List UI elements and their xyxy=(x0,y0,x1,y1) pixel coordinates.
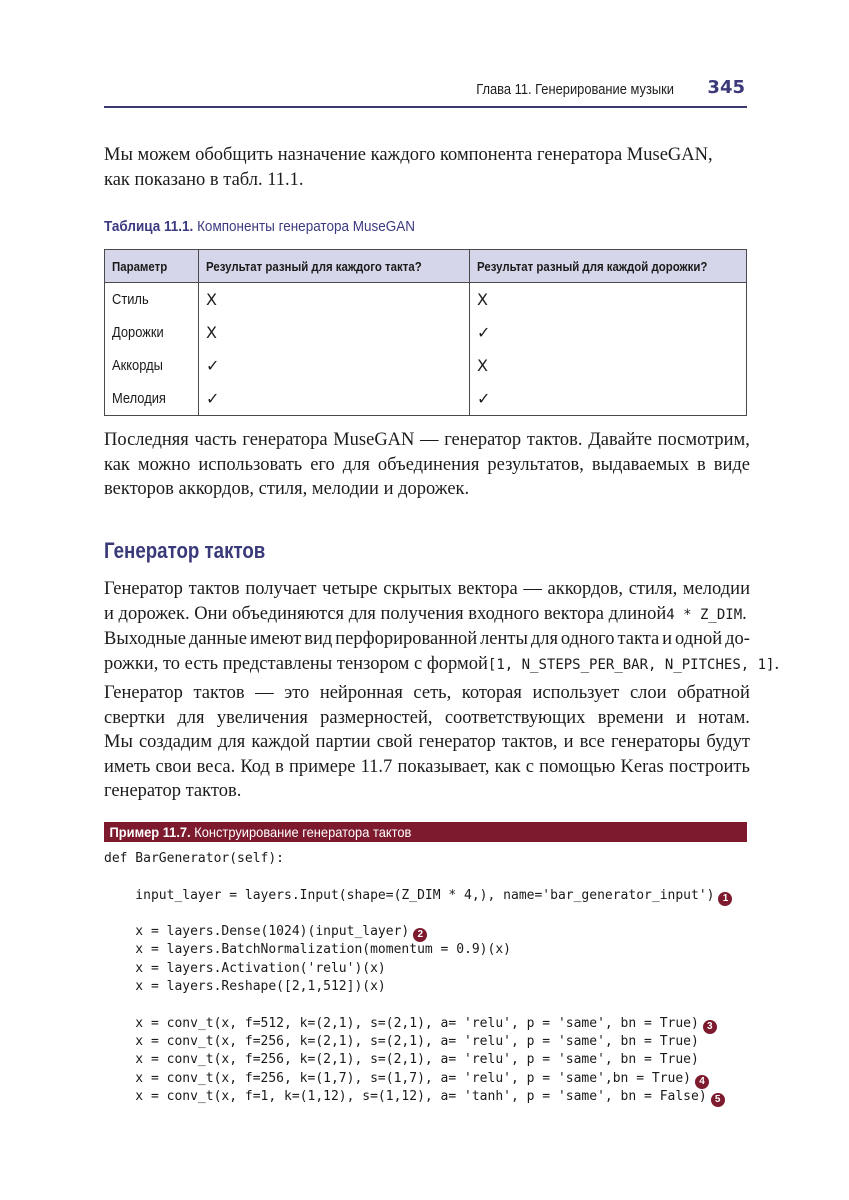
code-line: x = layers.Activation('relu')(x) xyxy=(104,960,386,976)
code-block xyxy=(104,850,732,1106)
word: свои xyxy=(155,756,192,777)
word: четыре xyxy=(322,579,378,599)
word: данные xyxy=(188,629,247,649)
word: партии xyxy=(315,732,371,752)
word: Генератор xyxy=(104,683,183,703)
word: в xyxy=(275,756,284,777)
word: использует xyxy=(532,683,620,703)
table-row xyxy=(105,283,747,317)
word: Мы xyxy=(104,732,133,752)
callout-marker: 3 xyxy=(703,1020,717,1034)
word: 11.7 xyxy=(360,756,393,777)
text-line xyxy=(104,627,750,652)
word: для xyxy=(530,629,558,649)
column-header: Параметр xyxy=(105,250,199,283)
word: генератор xyxy=(444,430,522,450)
word: помощью xyxy=(539,756,616,777)
word: Последняя xyxy=(104,430,189,450)
track-mark-cell: ✓ xyxy=(470,316,747,349)
word: времени xyxy=(597,707,664,728)
bar-mark-cell: X xyxy=(199,283,470,317)
table-caption-label: Таблица 11.1. xyxy=(104,218,194,235)
word: Выходные xyxy=(104,629,186,649)
text-line xyxy=(104,577,750,602)
word: и xyxy=(662,629,673,649)
word: до- xyxy=(725,629,750,649)
paragraph-after-table xyxy=(104,428,750,502)
code-line: x = conv_t(x, f=1, k=(1,12), s=(1,12), a= 'tanh', p = 'same', bn = False) 5 xyxy=(104,1088,732,1106)
word: имеют xyxy=(249,629,302,649)
word: иметь xyxy=(104,756,151,777)
word: для xyxy=(177,707,205,728)
word: и xyxy=(675,707,686,728)
word: все xyxy=(579,732,605,752)
word: использовать xyxy=(198,454,303,475)
word: тактов. xyxy=(526,430,583,450)
example-title-bar xyxy=(104,822,747,842)
word: — xyxy=(420,430,439,450)
code-line: x = conv_t(x, f=512, k=(2,1), s=(2,1), a= 'relu', p = 'same', bn = True) 3 xyxy=(104,1015,732,1033)
table-row xyxy=(105,316,747,349)
word: обратной xyxy=(677,683,750,703)
word: получает xyxy=(245,579,317,599)
table-row xyxy=(105,349,747,382)
code-line: input_layer = layers.Input(shape=(Z_DIM * 4,), name='bar_generator_input') 1 xyxy=(104,887,732,905)
word: для xyxy=(218,732,246,752)
code-line: x = conv_t(x, f=256, k=(1,7), s=(1,7), a= 'relu', p = 'same',bn = True) 4 xyxy=(104,1070,732,1088)
bar-mark-cell: X xyxy=(199,316,470,349)
chapter-title: Глава 11. Генерирование музыки xyxy=(476,81,674,98)
section-heading: Генератор тактов xyxy=(104,538,266,563)
word: нотам. xyxy=(698,707,750,728)
text-line: и дорожек. Они объединяются для получения входного вектора длиной4 * Z_DIM. xyxy=(104,603,747,624)
word: его xyxy=(310,454,335,475)
text-line xyxy=(104,730,750,755)
callout-marker: 4 xyxy=(695,1075,709,1089)
param-cell: Мелодия xyxy=(105,382,199,416)
inline-code: 4 * Z_DIM xyxy=(666,606,743,623)
word: виде xyxy=(713,454,750,475)
text-line xyxy=(104,681,750,706)
code-line: x = layers.BatchNormalization(momentum = 0.9)(x) xyxy=(104,942,511,958)
callout-marker: 5 xyxy=(711,1093,725,1107)
table-caption xyxy=(104,218,415,235)
word: скрытых xyxy=(383,579,452,599)
code-line: x = conv_t(x, f=256, k=(2,1), s=(2,1), a= 'relu', p = 'same', bn = True) xyxy=(104,1052,699,1068)
paragraph-bar-generator-1 xyxy=(104,577,780,677)
word: MuseGAN xyxy=(333,430,415,450)
word: выдаваемых xyxy=(591,454,689,475)
word: генератора xyxy=(242,430,328,450)
page-header xyxy=(104,74,747,108)
track-mark-cell: X xyxy=(470,349,747,382)
track-mark-cell: X xyxy=(470,283,747,317)
word: тактов xyxy=(193,683,245,703)
word: аккордов, xyxy=(547,579,624,599)
code-line: def BarGenerator(self): xyxy=(104,851,285,866)
param-cell: Дорожки xyxy=(105,316,199,349)
text-line xyxy=(104,428,750,453)
word: ленты xyxy=(480,629,528,649)
word: результатов, xyxy=(487,454,584,475)
word: веса. xyxy=(196,756,236,777)
word: размерностей, xyxy=(320,707,433,728)
text-line: векторов аккордов, стиля, мелодии и дорожек. xyxy=(104,479,470,499)
paragraph-bar-generator-2 xyxy=(104,681,750,804)
page-number: 345 xyxy=(707,77,745,98)
word: тактов xyxy=(188,579,240,599)
word: будут xyxy=(706,732,750,752)
example-title: Конструирование генератора тактов xyxy=(194,824,412,840)
word: создадим xyxy=(138,732,213,752)
word: Код xyxy=(240,756,270,777)
word: Генератор xyxy=(104,579,183,599)
word: свертки xyxy=(104,707,166,728)
param-cell: Стиль xyxy=(105,283,199,317)
word: слои xyxy=(629,683,667,703)
word: как xyxy=(104,454,130,475)
word: тактов, xyxy=(501,732,558,752)
code-line xyxy=(104,868,732,886)
text-line xyxy=(104,706,750,731)
example-label: Пример 11.7. xyxy=(109,824,191,840)
text-line: рожки, то есть представлены тензором с формой[1, N_STEPS_PER_BAR, N_PITCHES, 1]. xyxy=(104,653,780,674)
word: объединения xyxy=(377,454,480,475)
code-line: x = conv_t(x, f=256, k=(2,1), s=(2,1), a= 'relu', p = 'same', bn = True) xyxy=(104,1033,699,1049)
table-caption-text: Компоненты генератора MuseGAN xyxy=(197,218,415,235)
word: и xyxy=(563,732,574,752)
word: свой xyxy=(376,732,413,752)
text-line: как показано в табл. 11.1. xyxy=(104,169,304,190)
word: генераторы xyxy=(610,732,701,752)
components-table xyxy=(104,249,747,416)
word: можно xyxy=(137,454,191,475)
word: сеть, xyxy=(413,683,452,703)
word: перфорированной xyxy=(335,629,478,649)
word: нейронная xyxy=(319,683,403,703)
word: это xyxy=(284,683,310,703)
word: в xyxy=(696,454,706,475)
callout-marker: 1 xyxy=(718,892,732,906)
word: как xyxy=(494,756,521,777)
callout-marker: 2 xyxy=(413,928,427,942)
word: генератор xyxy=(418,732,496,752)
word: каждой xyxy=(251,732,310,752)
text-line: Мы можем обобщить назначение каждого компонента генератора MuseGAN, xyxy=(104,145,713,165)
word: построить xyxy=(668,756,750,777)
word: мелодии xyxy=(682,579,750,599)
param-cell: Аккорды xyxy=(105,349,199,382)
word: часть xyxy=(194,430,237,450)
code-line xyxy=(104,996,732,1014)
word: с xyxy=(525,756,534,777)
bar-mark-cell: ✓ xyxy=(199,382,470,416)
word: Keras xyxy=(620,756,664,777)
word: соответствующих xyxy=(444,707,586,728)
table-header-row xyxy=(105,250,747,283)
word: примере xyxy=(289,756,356,777)
word: посмотрим, xyxy=(657,430,750,450)
code-line: x = layers.Dense(1024)(input_layer) 2 xyxy=(104,923,732,941)
word: одной xyxy=(674,629,723,649)
text-line: генератор тактов. xyxy=(104,781,242,801)
word: для xyxy=(342,454,370,475)
word: стиля, xyxy=(628,579,678,599)
bar-mark-cell: ✓ xyxy=(199,349,470,382)
inline-code: [1, N_STEPS_PER_BAR, N_PITCHES, 1] xyxy=(487,656,775,673)
intro-paragraph xyxy=(104,143,750,192)
word: увеличения xyxy=(216,707,308,728)
word: вид xyxy=(304,629,333,649)
column-header: Результат разный для каждой дорожки? xyxy=(470,250,747,283)
track-mark-cell: ✓ xyxy=(470,382,747,416)
word: такта xyxy=(617,629,660,649)
word: — xyxy=(255,683,274,703)
text-line xyxy=(104,755,750,780)
code-line: x = layers.Reshape([2,1,512])(x) xyxy=(104,979,386,995)
word: вектора xyxy=(457,579,518,599)
column-header: Результат разный для каждого такта? xyxy=(199,250,470,283)
word: Давайте xyxy=(588,430,652,450)
word: показывает, xyxy=(397,756,490,777)
word: одного xyxy=(560,629,615,649)
word: которая xyxy=(461,683,522,703)
table-row xyxy=(105,382,747,416)
code-line xyxy=(104,905,732,923)
text-line xyxy=(104,453,750,478)
word: — xyxy=(523,579,542,599)
